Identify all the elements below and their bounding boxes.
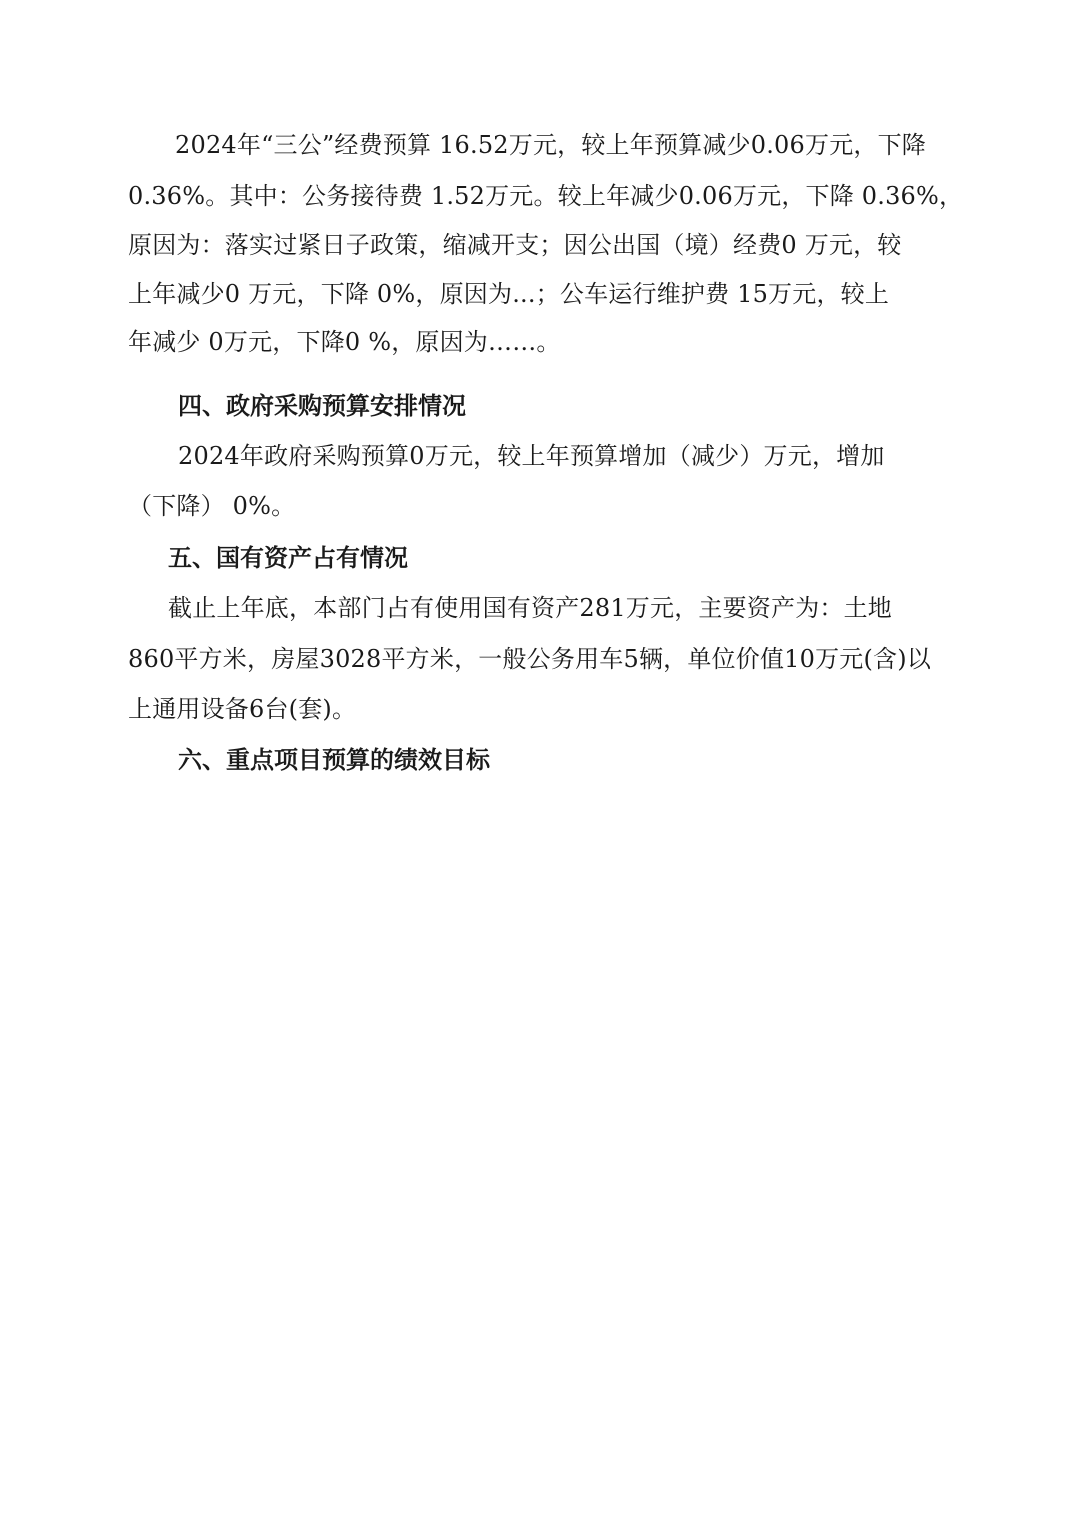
paragraph-line: 0.36%。其中：公务接待费 1.52万元。较上年减少0.06万元，下降 0.36%， <box>128 182 964 210</box>
section-heading: 六、重点项目预算的绩效目标 <box>178 746 490 774</box>
paragraph-line: （下降） 0%。 <box>128 492 296 520</box>
section-heading: 五、国有资产占有情况 <box>168 544 408 572</box>
paragraph-line: 截止上年底，本部门占有使用国有资产281万元，主要资产为：土地 <box>168 594 893 622</box>
paragraph-line: 860平方米，房屋3028平方米，一般公务用车5辆，单位价值10万元(含)以 <box>128 645 932 673</box>
paragraph-line: 上年减少0 万元，下降 0%，原因为...；公车运行维护费 15万元，较上 <box>128 280 890 308</box>
paragraph-line: 上通用设备6台(套)。 <box>128 695 357 723</box>
section-heading: 四、政府采购预算安排情况 <box>178 392 466 420</box>
paragraph-line: 原因为：落实过紧日子政策，缩减开支；因公出国（境）经费0 万元，较 <box>128 231 902 259</box>
paragraph-line: 2024年“三公”经费预算 16.52万元，较上年预算减少0.06万元，下降 <box>175 131 926 159</box>
paragraph-line: 年减少 0万元，下降0 %，原因为……。 <box>128 328 561 356</box>
paragraph-line: 2024年政府采购预算0万元，较上年预算增加（减少）万元，增加 <box>178 442 885 470</box>
